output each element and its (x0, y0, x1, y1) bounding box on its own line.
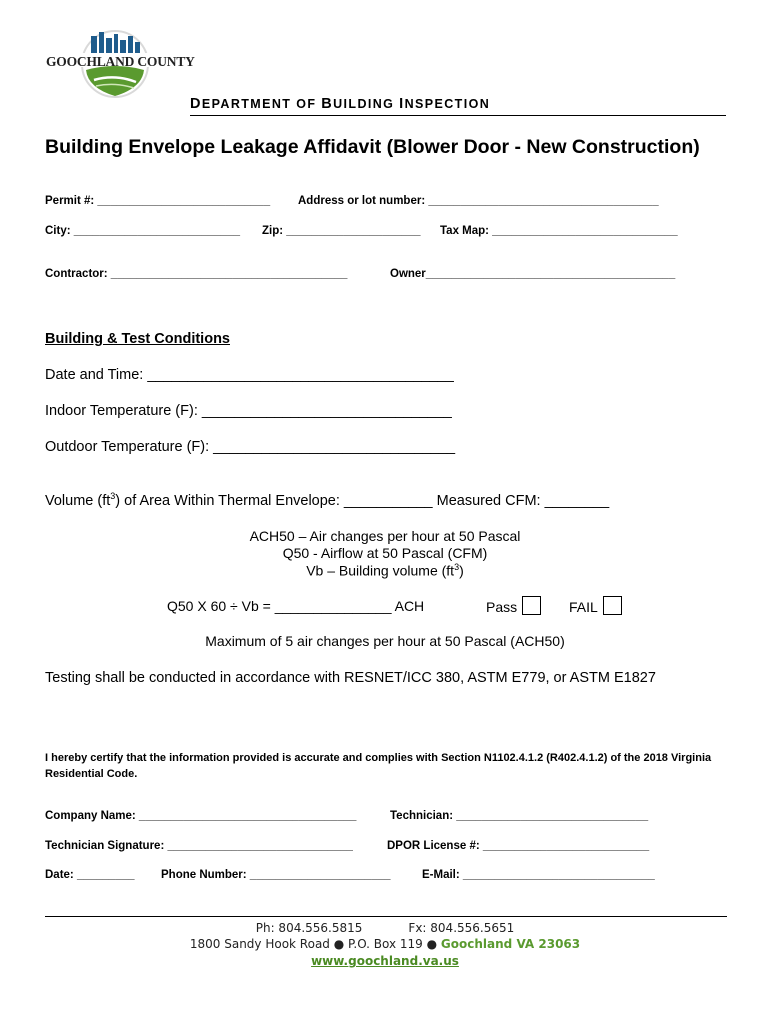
testing-standards-note: Testing shall be conducted in accordance with RESNET/ICC 380, ASTM E779, or ASTM E1827 (45, 670, 656, 686)
tax-map-field[interactable]: Tax Map: _____________________________ (440, 225, 678, 237)
date-time-field[interactable]: Date and Time: ______________________________________ (45, 367, 454, 383)
maximum-ach-note: Maximum of 5 air changes per hour at 50 Pascal (ACH50) (205, 633, 565, 649)
address-field[interactable]: Address or lot number: ____________________________________ (298, 195, 659, 207)
technician-field[interactable]: Technician: ______________________________ (390, 810, 649, 822)
vb-definition (0, 562, 770, 579)
section-heading-test-conditions: Building & Test Conditions (45, 331, 230, 347)
pass-checkbox[interactable] (522, 596, 541, 615)
department-text-1: EPARTMENT OF (201, 97, 322, 111)
dpor-license-field[interactable]: DPOR License #: __________________________ (387, 840, 650, 852)
owner-field[interactable]: Owner_______________________________________ (390, 268, 676, 280)
department-initial-i: I (399, 96, 405, 112)
email-field[interactable]: E-Mail: ______________________________ (422, 869, 655, 881)
vb-label-pre: Vb – Building volume (ft (306, 562, 455, 579)
department-text-2: UILDING (333, 97, 400, 111)
technician-signature-field[interactable]: Technician Signature: _____________________________ (45, 840, 353, 852)
department-text-3: NSPECTION (404, 97, 491, 111)
footer-contact-line (0, 921, 770, 935)
footer-city-state-zip: Goochland VA 23063 (440, 937, 581, 951)
date-field[interactable]: Date: _________ (45, 869, 135, 881)
vb-superscript: 3 (454, 562, 460, 572)
pass-label: Pass (486, 599, 518, 615)
pass-option[interactable] (486, 596, 541, 615)
certification-statement: I hereby certify that the information provided is accurate and complies with Section N1102.4.1.2 (R402.4.1.2) of the 2018 Virginia Residential Code. (45, 752, 712, 780)
fail-checkbox[interactable] (603, 596, 622, 615)
volume-measured-cfm-field[interactable] (45, 491, 609, 509)
vb-label-post: ) (459, 562, 464, 579)
volume-label-pre: Volume (ft (45, 492, 111, 509)
header-divider (190, 115, 726, 116)
ach-formula-field[interactable]: Q50 X 60 ÷ Vb = _______________ ACH (167, 598, 425, 614)
footer-website-link[interactable]: www.goochland.va.us (311, 954, 459, 968)
phone-number-field[interactable]: Phone Number: ______________________ (161, 869, 391, 881)
department-initial-b: B (321, 96, 334, 112)
city-field[interactable]: City: __________________________ (45, 225, 241, 237)
q50-definition: Q50 - Airflow at 50 Pascal (CFM) (282, 545, 488, 561)
department-header (190, 96, 490, 112)
outdoor-temperature-field[interactable]: Outdoor Temperature (F): ______________________________ (45, 439, 456, 455)
volume-label-post: ) of Area Within Thermal Envelope: ___________ Measured CFM: ________ (115, 492, 610, 509)
footer-fax: Fx: 804.556.5651 (408, 921, 515, 935)
indoor-temperature-field[interactable]: Indoor Temperature (F): _______________________________ (45, 403, 452, 419)
footer-street-address: 1800 Sandy Hook Road ● P.O. Box 119 ● (189, 937, 441, 951)
footer-divider (45, 916, 727, 917)
fail-label: FAIL (569, 599, 598, 615)
ach50-definition: ACH50 – Air changes per hour at 50 Pascal (249, 528, 521, 544)
volume-superscript: 3 (110, 491, 116, 501)
footer-phone: Ph: 804.556.5815 (255, 921, 363, 935)
company-name-field[interactable]: Company Name: __________________________________ (45, 810, 357, 822)
logo-wordmark: GOOCHLAND COUNTY (46, 54, 195, 69)
permit-field[interactable]: Permit #: ___________________________ (45, 195, 271, 207)
county-logo (44, 22, 195, 106)
footer-website-line (0, 954, 770, 968)
department-initial-d: D (190, 96, 202, 112)
document-title: Building Envelope Leakage Affidavit (Blower Door - New Construction) (45, 136, 700, 158)
footer-address-line (0, 937, 770, 951)
zip-field[interactable]: Zip: _____________________ (262, 225, 421, 237)
fail-option[interactable] (569, 596, 622, 615)
contractor-field[interactable]: Contractor: _____________________________________ (45, 268, 348, 280)
